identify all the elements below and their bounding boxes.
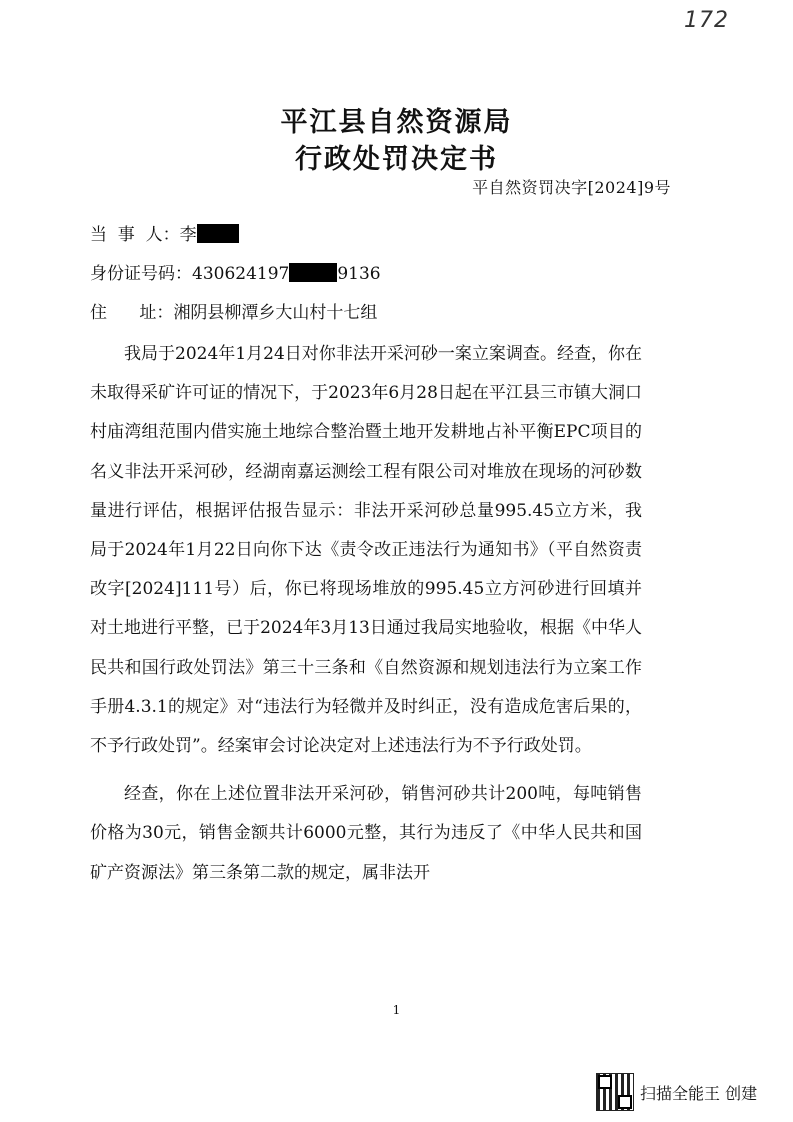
party-name-value: 李 bbox=[179, 225, 197, 245]
party-name-row bbox=[90, 220, 239, 245]
id-number-prefix: 430624197 bbox=[192, 264, 290, 284]
scanner-watermark bbox=[596, 1072, 757, 1112]
document-title: 平江县自然资源局 bbox=[280, 107, 513, 138]
address-value: 湘阴县柳潭乡大山村十七组 bbox=[173, 303, 378, 323]
party-name-label: 当 事 人： bbox=[90, 225, 180, 245]
watermark-text: 扫描全能王 创建 bbox=[640, 1083, 758, 1103]
body-paragraph: 经查，你在上述位置非法开采河砂，销售河砂共计200吨，每吨销售价格为30元，销售金额共计6000元整，其行为违反了《中华人民共和国矿产资源法》第三条第二款的规定，属非法开 bbox=[90, 784, 642, 883]
document-number: 平自然资罚决字[2024]9号 bbox=[472, 178, 671, 197]
body-paragraph: 我局于2024年1月24日对你非法开采河砂一案立案调查。经查，你在未取得采矿许可证的情况下，于2023年6月28日起在平江县三市镇大洞口村庙湾组范围内借实施土地综合整治暨土地开发耕地占补平衡EPC项目的名义非法开采河砂，经湖南嘉运测绘工程有限公司对堆放在现场的河砂数量进行评估，根据评估报告显示：非法开采河砂总量995.45立方米，我局于2024年1月22日向你下达《责令改正违法行为通知书》（平自然资责改字[2024]111号）后，你已将现场堆放的995.45立方河砂进行回填并对土地进行平整，已于2024年3月13日通过我局实地验收，根据《中华人民共和国行政处罚法》第三十三条和《自然资源和规划违法行为立案工作手册4.3.1的规定》对“违法行为轻微并及时纠正，没有造成危害后果的，不予行政处罚”。经案审会讨论决定对上述违法行为不予行政处罚。 bbox=[90, 344, 642, 757]
redaction-bar bbox=[289, 263, 337, 282]
address-row bbox=[90, 298, 377, 323]
address-label: 住 址： bbox=[90, 303, 174, 323]
qr-code-icon bbox=[596, 1073, 634, 1111]
redaction-bar bbox=[197, 224, 239, 243]
id-number-label: 身份证号码： bbox=[90, 264, 192, 284]
handwritten-page-number: 172 bbox=[684, 8, 729, 33]
id-number-suffix: 9136 bbox=[337, 264, 381, 284]
id-number-row bbox=[90, 259, 381, 284]
page-number: 1 bbox=[392, 1003, 401, 1017]
document-subtitle: 行政处罚决定书 bbox=[295, 144, 498, 175]
decision-body bbox=[90, 335, 642, 893]
